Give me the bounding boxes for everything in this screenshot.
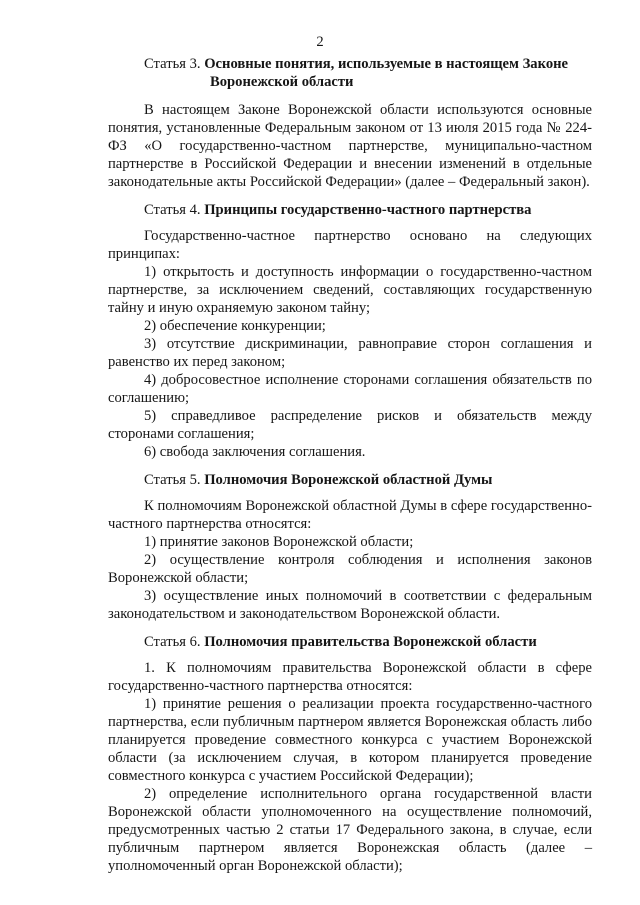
article-3-heading [108,55,592,91]
article-5-item-2: 2) осуществление контроля соблюдения и исполнения законов Воронежской области; [108,552,592,586]
article-3-label: Статья 3. [144,56,201,72]
article-5-title: Полномочия Воронежской областной Думы [204,472,493,488]
article-4-label: Статья 4. [144,202,201,218]
article-4-item-5: 5) справедливое распределение рисков и обязательств между сторонами соглашения; [108,408,592,442]
article-5-heading [108,471,592,489]
article-6-item-2: 2) определение исполнительного органа государственной власти Воронежской области уполномоченного на осуществление полномочий, предусмотренных частью 2 статьи 17 Федерального закона, в случае, если публичным партнером является Воронежская область (далее – уполномоченный орган Воронежской области); [108,786,592,874]
article-6-title: Полномочия правительства Воронежской области [204,634,537,650]
article-6-heading [108,633,592,651]
article-3-title: Основные понятия, используемые в настоящем Законе Воронежской области [204,56,568,90]
article-5-item-1: 1) принятие законов Воронежской области; [144,534,414,550]
article-6-item-1: 1) принятие решения о реализации проекта государственно-частного партнерства, если публичным партнером является Воронежская область либо планируется проведение совместного конкурса с участием Воронежской области (за исключением случая, в котором планируется проведение совместного конкурса с участием Российской Федерации); [108,696,592,784]
article-4-item-3: 3) отсутствие дискриминации, равноправие сторон соглашения и равенство их перед законом; [108,336,592,370]
article-4-item-1: 1) открытость и доступность информации о государственно-частном партнерстве, за исключением сведений, составляющих государственную тайну и иную охраняемую законом тайну; [108,264,592,316]
article-6-intro: 1. К полномочиям правительства Воронежской области в сфере государственно-частного партнерства относятся: [108,660,592,694]
article-4-title: Принципы государственно-частного партнерства [204,202,532,218]
article-5-item-3: 3) осуществление иных полномочий в соответствии с федеральным законодательством и законодательством Воронежской области. [108,588,592,622]
article-6-label: Статья 6. [144,634,201,650]
article-4-item-6: 6) свобода заключения соглашения. [144,444,366,460]
page-number: 2 [316,34,324,50]
article-5-intro: К полномочиям Воронежской областной Думы в сфере государственно-частного партнерства относятся: [108,498,592,532]
article-4-heading [108,201,592,219]
article-4-item-2: 2) обеспечение конкуренции; [144,318,326,334]
document-body [108,55,592,875]
article-4-item-4: 4) добросовестное исполнение сторонами соглашения обязательств по соглашению; [108,372,592,406]
article-5-label: Статья 5. [144,472,201,488]
article-3-body: В настоящем Законе Воронежской области используются основные понятия, установленные Федеральным законом от 13 июля 2015 года № 224-ФЗ «О государственно-частном партнерстве, муниципально-частном партнерстве в Российской Федерации и внесении изменений в отдельные законодательные акты Российской Федерации» (далее – Федеральный закон). [108,102,592,190]
article-4-intro: Государственно-частное партнерство основано на следующих принципах: [108,228,592,262]
